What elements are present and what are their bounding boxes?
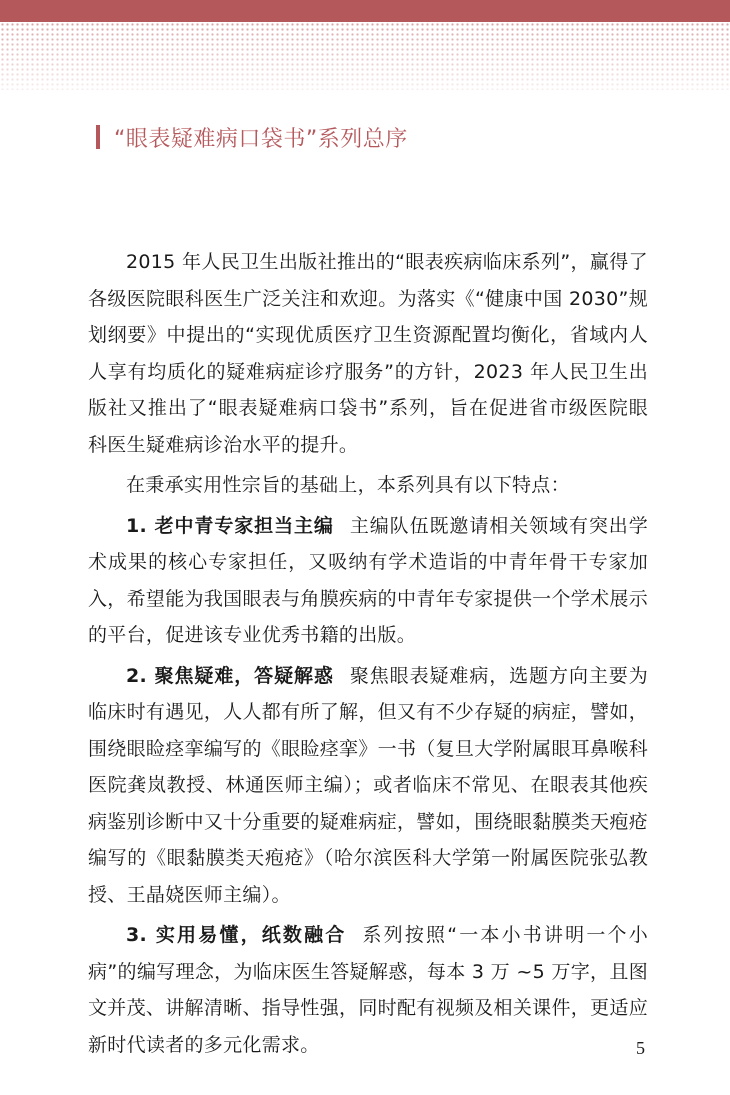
- header-color-band: [0, 0, 730, 22]
- body-text: [88, 244, 648, 1067]
- header-dot-pattern: [0, 22, 730, 90]
- intro-paragraph: 2015 年人民卫生出版社推出的“眼表疾病临床系列”，赢得了各级医院眼科医生广泛关注和欢迎。为落实《“健康中国 2030”规划纲要》中提出的“实现优质医疗卫生资源配置均衡化，省域内人人享有均质化的疑难病症诊疗服务”的方针，2023 年人民卫生出版社又推出了“眼表疑难病口袋书”系列，旨在促进省市级医院眼科医生疑难病诊治水平的提升。: [88, 251, 648, 456]
- section-title: [96, 122, 408, 152]
- feature-paragraph: [88, 508, 648, 654]
- feature-text: 聚焦眼表疑难病，选题方向主要为临床时有遇见，人人都有所了解，但又有不少存疑的病症，譬如，围绕眼睑痉挛编写的《眼睑痉挛》一书（复旦大学附属眼耳鼻喉科医院龚岚教授、林通医师主编）；或者临床不常见、在眼表其他疾病鉴别诊断中又十分重要的疑难病症，譬如，围绕眼黏膜类天疱疮编写的《眼黏膜类天疱疮》（哈尔滨医科大学第一附属医院张弘教授、王晶娆医师主编）。: [88, 664, 648, 906]
- feature-text: 系列按照“一本小书讲明一个小病”的编写理念，为临床医生答疑解惑，每本 3 万 ~5 万字，且图文并茂、讲解清晰、指导性强，同时配有视频及相关课件，更适应新时代读者的多元化需求。: [88, 924, 649, 1056]
- intro-features-lead: 在秉承实用性宗旨的基础上，本系列具有以下特点：: [126, 474, 570, 496]
- feature-paragraph: [88, 658, 648, 914]
- page-number: 5: [636, 1038, 645, 1058]
- feature-heading: 1. 老中青专家担当主编: [126, 514, 334, 537]
- page-title: “眼表疑难病口袋书”系列总序: [114, 126, 408, 152]
- feature-heading: 3. 实用易懂，纸数融合: [126, 924, 347, 946]
- title-accent-bar: [96, 125, 100, 149]
- feature-text: 主编队伍既邀请相关领域有突出学术成果的核心专家担任，又吸纳有学术造诣的中青年骨干专家加入，希望能为我国眼表与角膜疾病的中青年专家提供一个学术展示的平台，促进该专业优秀书籍的出版。: [88, 514, 648, 646]
- feature-heading: 2. 聚焦疑难，答疑解惑: [126, 664, 334, 687]
- feature-paragraph: [88, 917, 648, 1063]
